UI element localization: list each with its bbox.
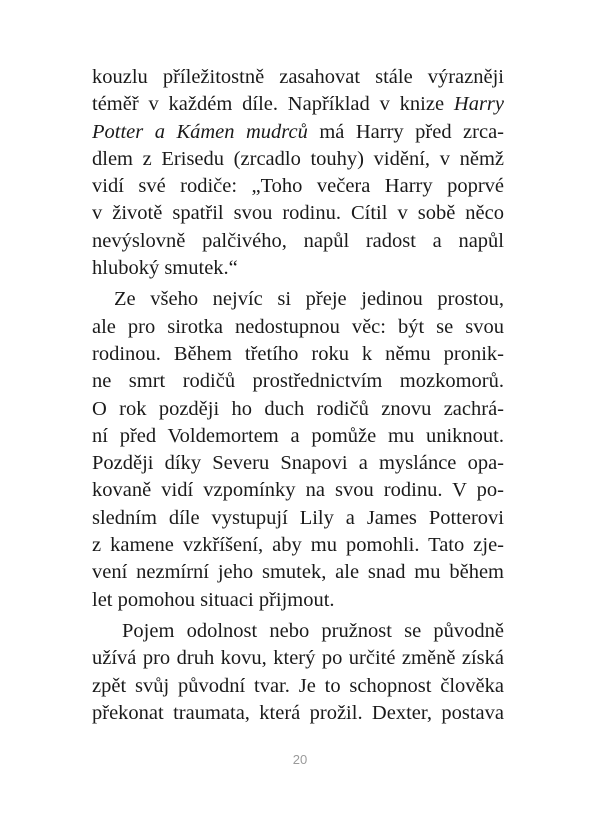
text-line: užívá pro druh kovu, který po určité změně získá — [92, 647, 504, 670]
body-text — [92, 64, 504, 727]
text-line: kovaně vidí vzpomínky na svou rodinu. V po- — [92, 479, 504, 502]
text-line: ní před Voldemortem a pomůže mu uniknout. — [92, 424, 504, 447]
text-line: kouzlu příležitostně zasahovat stále výrazněji — [92, 66, 504, 88]
text-line: z kamene vzkříšení, aby mu pomohli. Tato zje- — [92, 534, 504, 557]
text-line: vidí své rodiče: „Toho večera Harry poprvé — [92, 175, 504, 198]
text-line: sledním díle vystupují Lily a James Potterovi — [92, 506, 504, 529]
text-line: Později díky Severu Snapovi a myslánce opa- — [92, 452, 504, 475]
text-line: překonat traumata, která prožil. Dexter, postava — [92, 701, 504, 724]
text-line: nevýslovně palčivého, napůl radost a napůl — [92, 229, 504, 252]
text-line: Potter a Kámen mudrců má Harry před zrca- — [92, 120, 504, 143]
text-line: zpět svůj původní tvar. Je to schopnost člověka — [92, 674, 504, 697]
text-line: rodinou. Během třetího roku k němu pronik- — [92, 342, 504, 365]
text-line: ne smrt rodičů prostřednictvím mozkomorů. — [92, 370, 504, 393]
text-line: Ze všeho nejvíc si přeje jedinou prostou, — [114, 288, 504, 311]
text-line: Pojem odolnost nebo pružnost se původně — [122, 619, 504, 642]
text-line: téměř v každém díle. Například v knize Harry — [92, 93, 504, 116]
text-line: v životě spatřil svou rodinu. Cítil v sobě něco — [92, 202, 504, 225]
text-line: ale pro sirotka nedostupnou věc: být se svou — [92, 315, 504, 338]
text-line: dlem z Erisedu (zrcadlo touhy) vidění, v němž — [92, 147, 504, 170]
text-line: vení nezmírní jeho smutek, ale snad mu během — [92, 561, 504, 584]
page-number: 20 — [292, 752, 308, 767]
text-line: O rok později ho duch rodičů znovu zachrá- — [92, 397, 504, 420]
text-line: hluboký smutek.“ — [92, 257, 238, 280]
text-line: let pomohou situaci přijmout. — [92, 588, 335, 611]
